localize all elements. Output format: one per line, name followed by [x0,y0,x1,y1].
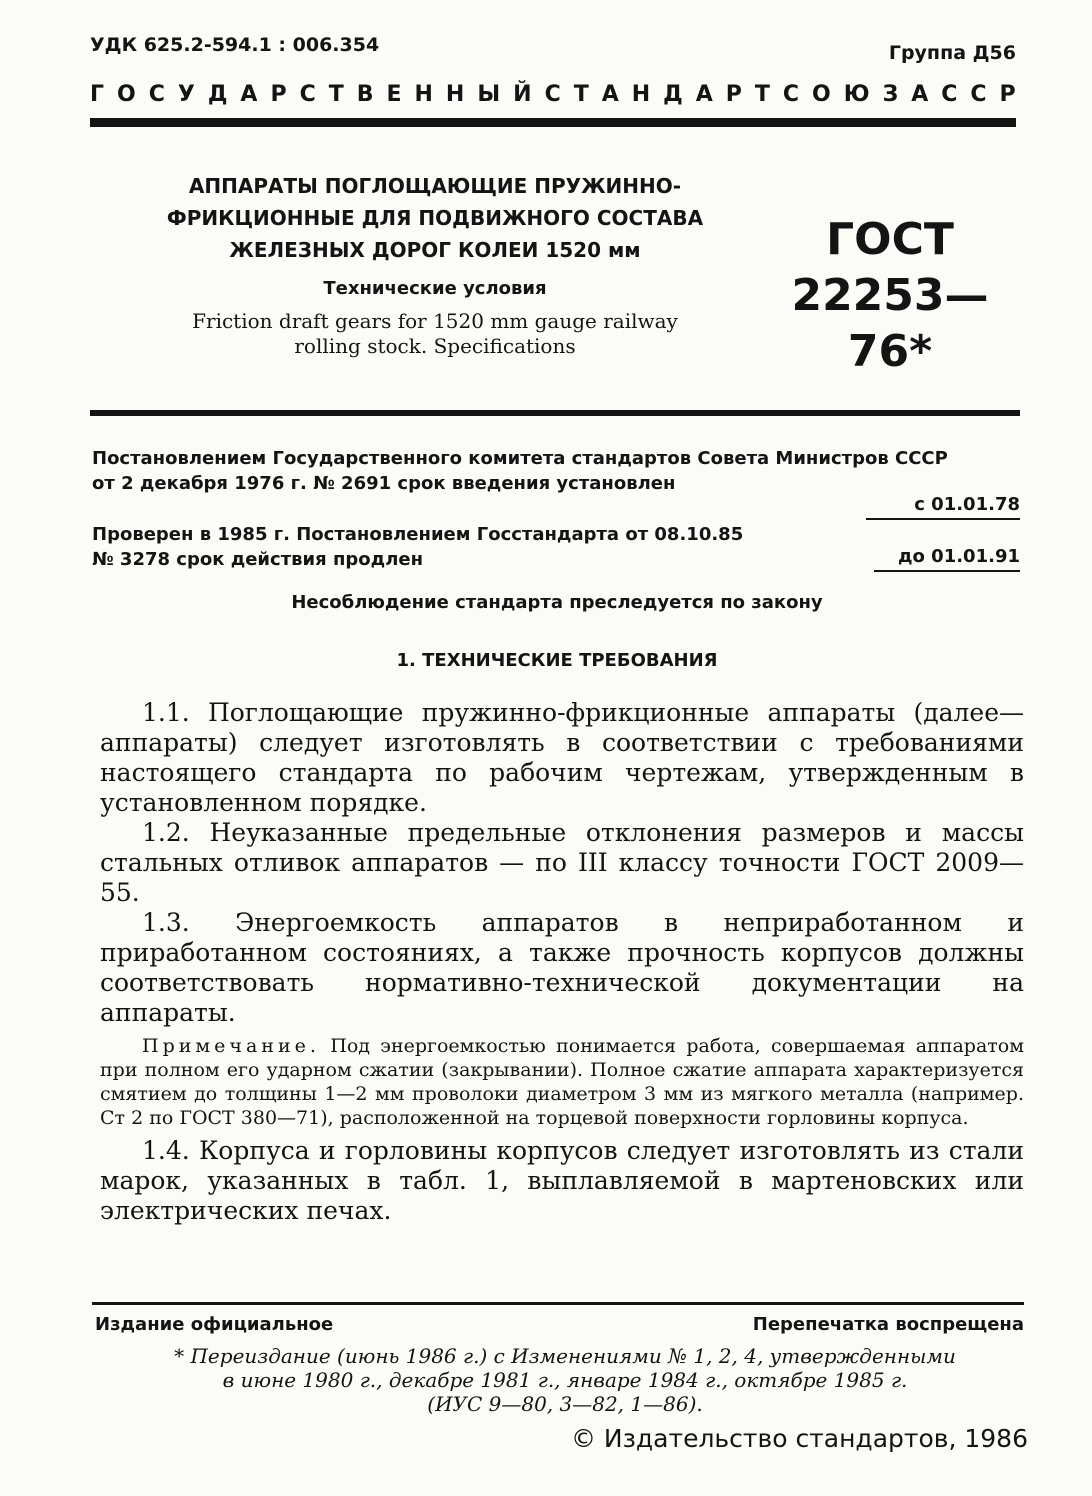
note-label: Примечание. [142,1035,320,1057]
english-title-line: rolling stock. Specifications [294,334,576,358]
law-warning: Несоблюдение стандарта преследуется по закону [291,592,823,613]
reissue-line: (ИУС 9—80, 3—82, 1—86). [427,1392,703,1416]
paragraph-1-4: 1.4. Корпуса и горловины корпусов следует изготовлять из стали марок, указанных в табл. 1, выплавляемой в мартеновских или электрических печах. [100,1136,1024,1225]
intro-date: с 01.01.78 [866,494,1020,520]
body-paragraphs [100,698,1024,1226]
check-decree-line: Проверен в 1985 г. Постановлением Госстандарта от 08.10.85 [92,524,744,545]
intro-decree-line: от 2 декабря 1976 г. № 2691 срок введения установлен [92,473,676,494]
banner-word: СТАНДАРТ [544,82,783,107]
banner-word: ССР [941,82,1029,107]
check-decree [92,522,852,572]
reprint-note: Перепечатка воспрещена [752,1314,1024,1335]
section-title: 1. ТЕХНИЧЕСКИЕ ТРЕБОВАНИЯ [396,650,718,671]
reissue-line: * Переиздание (июнь 1986 г.) с Изменениями № 1, 2, 4, утвержденными [174,1344,956,1368]
intro-decree-line: Постановлением Государственного комитета стандартов Совета Министров СССР [92,448,948,469]
english-title [90,309,780,359]
copyright: © Издательство стандартов, 1986 [570,1424,1028,1453]
paragraph-1-2: 1.2. Неуказанные предельные отклонения размеров и массы стальных отливок аппаратов — по III классу точности ГОСТ 2009—55. [100,818,1024,907]
udk-code: УДК 625.2-594.1 : 006.354 [90,34,380,56]
title-line: АППАРАТЫ ПОГЛОЩАЮЩИЕ ПРУЖИННО- [188,174,682,198]
paragraph-1-1: 1.1. Поглощающие пружинно-фрикционные аппараты (далее—аппараты) следует изготовлять в соответствии с требованиями настоящего стандарта по рабочим чертежам, утвержденным в установленном порядке. [100,698,1024,817]
edition-note: Издание официальное [95,1314,334,1335]
title-block [90,170,780,359]
gost-label: ГОСТ [826,214,954,265]
reissue-note [120,1344,1010,1416]
header-rule [90,118,1016,127]
reissue-line: в июне 1980 г., декабре 1981 г., январе 1984 г., октябре 1985 г. [222,1368,908,1392]
title-line: ФРИКЦИОННЫЕ ДЛЯ ПОДВИЖНОГО СОСТАВА [166,206,704,230]
note [100,1034,1024,1130]
check-decree-line: № 3278 срок действия продлен [92,549,424,570]
intro-decree [92,446,1027,496]
gost-designation [760,212,1020,380]
note-text: Под энергоемкостью понимается работа, совершаемая аппаратом при полном его ударном сжатии (закрывании). Полное сжатие аппарата характеризуется смятием до толщины 1—2 мм проволоки диаметром 3 мм из мягкого металла (например. Ст 2 по ГОСТ 380—71), расположенной на торцевой поверхности горловины корпуса. [100,1035,1025,1129]
footer-rule [92,1302,1024,1305]
group-code: Группа Д56 [888,42,1016,64]
gost-number: 22253—76* [791,270,989,377]
banner-word: СОЮЗА [782,82,942,107]
check-date: до 01.01.91 [874,546,1020,572]
title-line: ЖЕЛЕЗНЫХ ДОРОГ КОЛЕИ 1520 мм [229,238,641,262]
subtitle: Технические условия [323,278,547,299]
title-rule [90,410,1020,416]
state-standard-banner [90,82,1029,107]
english-title-line: Friction draft gears for 1520 mm gauge railway [192,309,678,333]
banner-word: ГОСУДАРСТВЕННЫЙ [90,82,545,107]
paragraph-1-3: 1.3. Энергоемкость аппаратов в неприработанном и приработанном состояниях, а также прочность корпусов должны соответствовать нормативно-технической документации на аппараты. [100,908,1024,1027]
